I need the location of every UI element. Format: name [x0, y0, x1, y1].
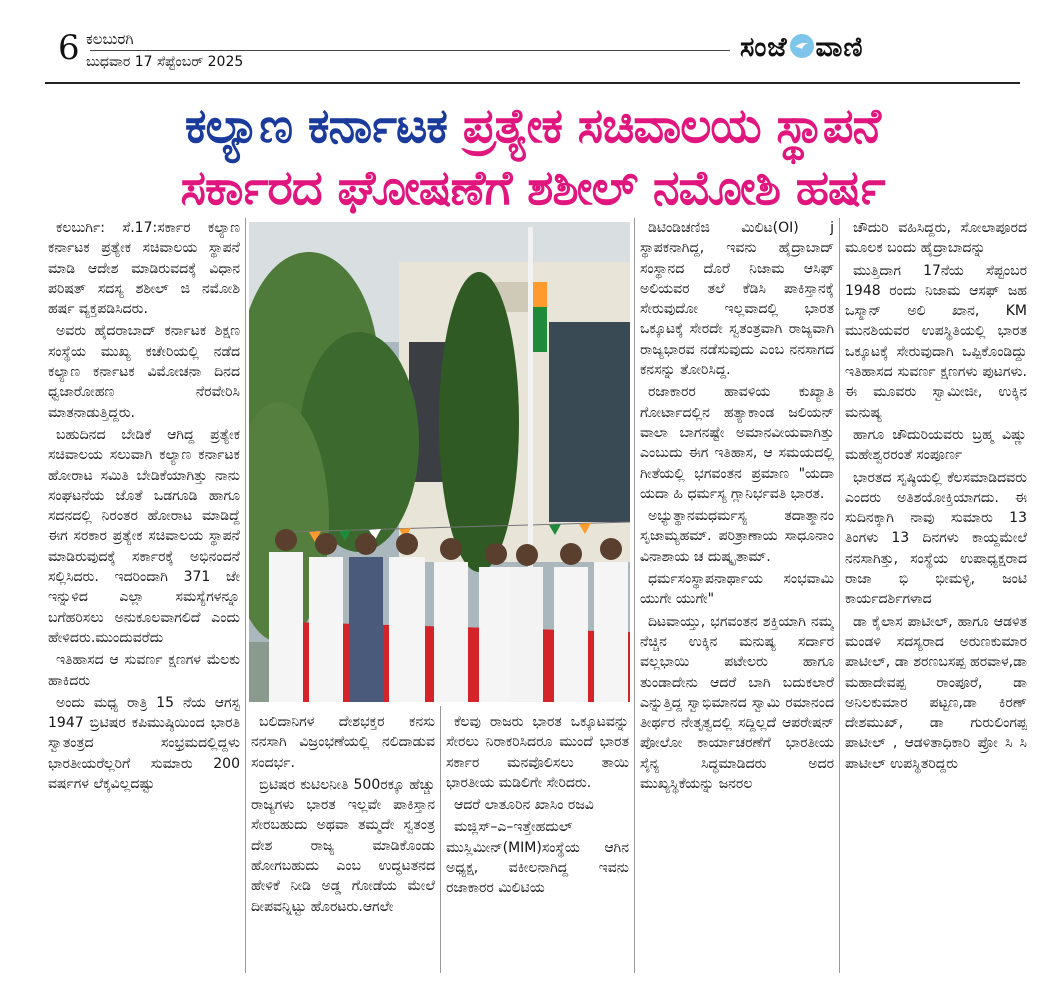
headline-part-pink: ಪ್ರತ್ಯೇಕ ಸಚಿವಾಲಯ ಸ್ಥಾಪನೆ — [462, 98, 881, 154]
article-column-5 — [845, 218, 1027, 978]
masthead-right: ವಾಣಿ — [815, 32, 864, 63]
paragraph: ಬ್ರಿಟಿಷರ ಕುಟಿಲನೀತಿ 500ರಕ್ಕೂ ಹೆಚ್ಚು ರಾಜ್ಯಗಳು ಭಾರತ ಇಲ್ಲವೇ ಪಾಕಿಸ್ತಾನ ಸೇರಬಹುದು ಅಥವಾ ತಮ್ಮದೇ ಸ್ವತಂತ್ರ ದೇಶ ರಾಜ್ಯ ಮಾಡಿಕೊಂಡು ಹೋಗಬಹುದು ಎಂಬ ಉದ್ಧಟತನದ ಹೇಳಿಕೆ ನೀಡಿ ಅಡ್ಡ ಗೋಡೆಯ ಮೇಲೆ ದೀಪವನ್ನಿಟ್ಟು ಹೊರಟರು.ಆಗಲೇ — [251, 776, 435, 915]
header-rule — [45, 82, 1020, 84]
paragraph: ಹಾಗೂ ಚೌದುರಿಯವರು ಬ್ರಹ್ಮ ವಿಷ್ಣು ಮಹೇಶ್ವರರಂತೆ ಸಂಪೂರ್ಣ — [845, 426, 1027, 464]
header-top-rule — [90, 50, 730, 51]
issue-date: ಬುಧವಾರ 17 ಸೆಪ್ಟೆಂಬರ್ 2025 — [86, 54, 244, 70]
headline-line-2: ಸರ್ಕಾರದ ಘೋಷಣೆಗೆ ಶಶೀಲ್ ನಮೋಶಿ ಹರ್ಷ — [180, 160, 885, 216]
paragraph: ಅಂದು ಮಧ್ಯ ರಾತ್ರಿ 15 ನೆಯ ಆಗಸ್ಟ 1947 ಬ್ರಿಟಿಷರ ಕಪಿಮುಷ್ಠಿಯಿಂದ ಭಾರತಿ ಸ್ವಾತಂತ್ರದ ಸಂಭ್ರಮದಲ್ಲಿದ್ದಳು ಭಾರತೀಯರೆಲ್ಲರಿಗೆ ಸುಮಾರು 200 ವರ್ಷಗಳ ಲೆಕ್ಕವಿಲ್ಲದಷ್ಟು — [48, 694, 240, 793]
paragraph: ಡಾ ಕೈಲಾಸ ಪಾಟೀಲ್, ಹಾಗೂ ಆಡಳಿತ ಮಂಡಳಿ ಸದಸ್ಯರಾದ ಅರುಣಕುಮಾರ ಪಾಟೀಲ್, ಡಾ ಶರಣಬಸಪ್ಪ ಹರವಾಳ,ಡಾ ಮಹಾದೇವಪ್ಪ ರಾಂಪೂರೆ, ಡಾ ಅನಿಲಕುಮಾರ ಪಟ್ಟಣ,ಡಾ ಕಿರಣ್ ದೇಶಮುಖ್, ಡಾ ಗುರುಲಿಂಗಪ್ಪ ಪಾಟೀಲ್ , ಆಡಳಿತಾಧಿಕಾರಿ ಪ್ರೋ ಸಿ ಸಿ ಪಾಟೀಲ್ ಉಪಸ್ಥಿತರಿದ್ದರು — [845, 613, 1027, 772]
paragraph: ಚೌದುರಿ ವಹಿಸಿದ್ದರು, ಸೋಲಾಪೂರದ ಮೂಲಕ ಬಂದು ಹೈದ್ರಾಬಾದನ್ನು — [845, 220, 1027, 257]
paragraph: ಬಹುದಿನದ ಬೇಡಿಕೆ ಆಗಿದ್ದ ಪ್ರತ್ಯೇಕ ಸಚಿವಾಲಯ ಸಲುವಾಗಿ ಕಲ್ಯಾಣ ಕರ್ನಾಟಕ ಹೋರಾಟ ಸಮಿತಿ ಬೇಡಿಕೆಯಾಗಿತ್ತು ನಾನು ಸಂಘಟನೆಯ ಜೊತೆ ಒಡಗೂಡಿ ಹಾಗೂ ಸದನದಲ್ಲಿ ನಿರಂತರ ಹೋರಾಟ ಮಾಡಿದ್ದೆ ಈಗ ಸರಕಾರ ಪ್ರತ್ಯೇಕ ಸಚಿವಾಲಯ ಸ್ಥಾಪನೆ ಮಾಡಿರುವುದಕ್ಕೆ ಸರ್ಕಾರಕ್ಕೆ ಅಭಿನಂದನೆ ಸಲ್ಲಿಸಿದರು. ಇದರಿಂದಾಗಿ 371 ಜೇ ಇನ್ನುಳಿದ ಎಲ್ಲಾ ಸಮಸ್ಯೆಗಳನ್ನೂ ಬಗೆಹರಿಸಲು ಅನುಕೂಲವಾಗಲಿದೆ ಎಂದು ಹೇಳಿದರು.ಮುಂದುವರೆದು — [48, 426, 240, 646]
paragraph: ಡಿಟಿಂಡಿಚಣಿಜಿ ಮಿಲಿಟ(OI) j ಸ್ಥಾಪಕನಾಗಿದ್ದ, ಇವನು ಹೈದ್ರಾಬಾದ್ ಸಂಸ್ಥಾನದ ದೊರೆ ನಿಜಾಮ ಆಸಿಫ್ ಅಲಿಯವರ ತಲೆ ಕೆಡಿಸಿ ಪಾಕಿಸ್ತಾನಕ್ಕೆ ಸೇರುವುದೋ ಇಲ್ಲವಾದಲ್ಲಿ ಭಾರತ ಒಕ್ಕೂಟಕ್ಕೆ ಸೇರದೇ ಸ್ವತಂತ್ರವಾಗಿ ರಾಜ್ಯವಾಗಿ ರಾಜ್ಯಭಾರವ ನಡೆಸುವುದು ಎಂಬ ನನಸಾಗದ ಕನಸನ್ನು ತೋರಿಸಿದ್ದ. — [640, 220, 834, 379]
paragraph: ಧರ್ಮಸಂಸ್ಥಾಪನಾರ್ಥಾಯ ಸಂಭವಾಮಿ ಯುಗೇ ಯುಗೇ" — [640, 571, 834, 608]
column-rule — [245, 218, 246, 973]
bird-logo-icon — [790, 34, 814, 58]
headline — [45, 95, 1020, 219]
paragraph: ಅವರು ಹೈದರಾಬಾದ್ ಕರ್ನಾಟಕ ಶಿಕ್ಷಣ ಸಂಸ್ಥೆಯ ಮುಖ್ಯ ಕಚೇರಿಯಲ್ಲಿ ನಡೆದ ಕಲ್ಯಾಣ ಕರ್ನಾಟಕ ವಿಮೋಚನಾ ದಿನದ ಧ್ವಜಾರೋಹಣ ನೆರವೇರಿಸಿ ಮಾತನಾಡುತ್ತಿದ್ದರು. — [48, 323, 240, 421]
column-rule — [839, 218, 840, 973]
page-number: 6 — [58, 28, 80, 68]
article-column-4 — [640, 218, 834, 978]
edition-city: ಕಲಬುರಗಿ — [86, 30, 134, 48]
article-column-2 — [251, 712, 435, 976]
flag-hoisting-photo — [249, 222, 630, 702]
paragraph: ಅಭ್ಯುತ್ಥಾನಮಧರ್ಮಸ್ಯ ತದಾತ್ಮಾನಂ ಸೃಜಾಮ್ಯಹಮ್. ಪರಿತ್ರಾಣಾಯ ಸಾಧೂನಾಂ ವಿನಾಶಾಯ ಚ ದುಷ್ಕೃತಾಮ್. — [640, 508, 834, 565]
article-column-3 — [446, 712, 629, 976]
page-header — [0, 0, 1047, 80]
paragraph: ಕಲಬುರ್ಗಿ: ಸೆ.17:ಸರ್ಕಾರ ಕಲ್ಯಾಣ ಕರ್ನಾಟಕ ಪ್ರತ್ಯೇಕ ಸಚಿವಾಲಯ ಸ್ಥಾಪನೆ ಮಾಡಿ ಆದೇಶ ಮಾಡಿರುವದಕ್ಕೆ ವಿಧಾನ ಪರಿಷತ್ ಸದಸ್ಯ ಶಶೀಲ್ ಜಿ ನಮೋಶಿ ಹರ್ಷ ವ್ಯಕ್ತಪಡಿಸಿದರು. — [48, 220, 240, 318]
paragraph: ಕೆಲವು ರಾಜರು ಭಾರತ ಒಕ್ಕೂಟವನ್ನು ಸೇರಲು ನಿರಾಕರಿಸಿದರೂ ಮುಂದೆ ಭಾರತ ಸರ್ಕಾರ ಮನವೊಲಿಸಲು ತಾಯಿ ಭಾರತೀಯ ಮಡಿಲಿಗೇ ಸೇರಿದರು. — [446, 714, 629, 791]
paragraph: ಭಾರತದ ಸೃಷ್ಠಿಯಲ್ಲಿ ಕೆಲಸಮಾಡಿದವರು ಎಂದರು ಅತಿಶಯೋಕ್ತಿಯಾಗದು. ಈ ಸುದಿನಕ್ಕಾಗಿ ನಾವು ಸುಮಾರು 13 ತಿಂಗಳು 13 ದಿನಗಳು ಕಾಯ್ದಮೇಲೆ ನನಸಾಗಿತ್ತು, ಸಂಸ್ಥೆಯ ಉಪಾಧ್ಯಕ್ಷರಾದ ರಾಜಾ ಭಿ ಭೀಮಳ್ಳಿ, ಜಂಟಿ ಕಾರ್ಯದರ್ಶಿಗಳಾದ — [845, 469, 1027, 608]
headline-line-1 — [45, 95, 1020, 157]
article-column-1 — [48, 218, 240, 978]
paragraph: ರಜಾಕಾರರ ಹಾವಳಿಯ ಕುಖ್ಯಾತಿ ಗೋರ್ಟಾದಲ್ಲಿನ ಹತ್ಯಾಕಾಂಡ ಜಲಿಯನ್ ವಾಲಾ ಬಾಗನಷ್ಟೇ ಅಮಾನವೀಯವಾಗಿತ್ತು ಎಂಬುದು ಈಗ ಇತಿಹಾಸ, ಆ ಸಮಯದಲ್ಲಿ ಗೀತೆಯಲ್ಲಿ ಭಗವಂತನ ಪ್ರಮಾಣ "ಯದಾ ಯದಾ ಹಿ ಧರ್ಮಸ್ಯ ಗ್ಲಾನಿರ್ಭವತಿ ಭಾರತ. — [640, 384, 834, 502]
headline-part-blue: ಕಲ್ಯಾಣ ಕರ್ನಾಟಕ — [184, 98, 447, 154]
paragraph: ಬಲಿದಾನಿಗಳ ದೇಶಭಕ್ತರ ಕನಸು ನನಸಾಗಿ ವಿಜ್ರಂಭಣೆಯಲ್ಲಿ ನಲಿದಾಡುವ ಸಂದರ್ಭ. — [251, 714, 435, 771]
masthead — [740, 32, 864, 64]
column-rule — [440, 706, 441, 973]
paragraph: ಮಜ್ಲಿಸ್–ಎ–ಇತ್ತೇಹದುಲ್ ಮುಸ್ಲಿಮೀನ್(MIM)ಸಂಸ್ಥೆಯ ಆಗಿನ ಅಧ್ಯಕ್ಷ, ವಕೀಲನಾಗಿದ್ದ ಇವನು ರಜಾಕಾರರ ಮಿಲಿಟಿಯ — [446, 819, 629, 897]
paragraph: ಮುತ್ತಿದಾಗ 17ನೆಯ ಸೆಪ್ಟಂಬರ 1948 ರಂದು ನಿಜಾಮ ಆಸಫ್ ಜಹ ಒಸ್ಮಾನ್ ಅಲಿ ಖಾನ, KM ಮುನಶಿಯವರ ಉಪಸ್ಥಿತಿಯಲ್ಲಿ ಭಾರತ ಒಕ್ಕೂಟಕ್ಕೆ ಸೇರುವುದಾಗಿ ಒಪ್ಪಿಕೊಂಡಿದ್ದು ಇತಿಹಾಸದ ಸುವರ್ಣ ಕ್ಷಣಗಳು ಪುಟಗಳು. ಈ ಮೂವರು ಸ್ವಾಮೀಜೀ, ಉಕ್ಕಿನ ಮನುಷ್ಯ — [845, 262, 1027, 421]
paragraph: ದಿಟವಾಯ್ತು, ಭಗವಂತನ ಶಕ್ತಿಯಾಗಿ ನಮ್ಮ ನೆಚ್ಚಿನ ಉಕ್ಕಿನ ಮನುಷ್ಯ ಸರ್ದಾರ ವಲ್ಲಭಾಯಿ ಪಟೇಲರು ಹಾಗೂ ತುಂಡಾದೇನು ಆದರೆ ಬಾಗಿ ಬದುಕಲಾರೆ ಎನ್ನುತ್ತಿದ್ದ ಸ್ವಾಭಿಮಾನದ ಸ್ವಾಮಿ ರಮಾನಂದ ತೀರ್ಥರ ನೇತೃತ್ವದಲ್ಲಿ ಸದ್ದಿಲ್ಲದೆ ಆಪರೇಷನ್ ಪೋಲೋ ಕಾರ್ಯಾಚರಣೆಗೆ ಭಾರತೀಯ ಸೈನ್ಯ ಸಿದ್ಧಮಾಡಿದರು ಅದರ ಮುಖ್ಯಸ್ಥಿಕೆಯನ್ನು ಜನರಲ — [640, 613, 834, 793]
masthead-left: ಸಂಜೆ — [740, 32, 788, 63]
paragraph: ಇತಿಹಾಸದ ಆ ಸುವರ್ಣ ಕ್ಷಣಗಳ ಮೆಲಕು ಹಾಕಿದರು — [48, 652, 240, 689]
column-rule — [634, 218, 635, 973]
paragraph: ಆದರೆ ಲಾತೂರಿನ ಖಾಸಿಂ ರಜವಿ — [454, 797, 594, 814]
